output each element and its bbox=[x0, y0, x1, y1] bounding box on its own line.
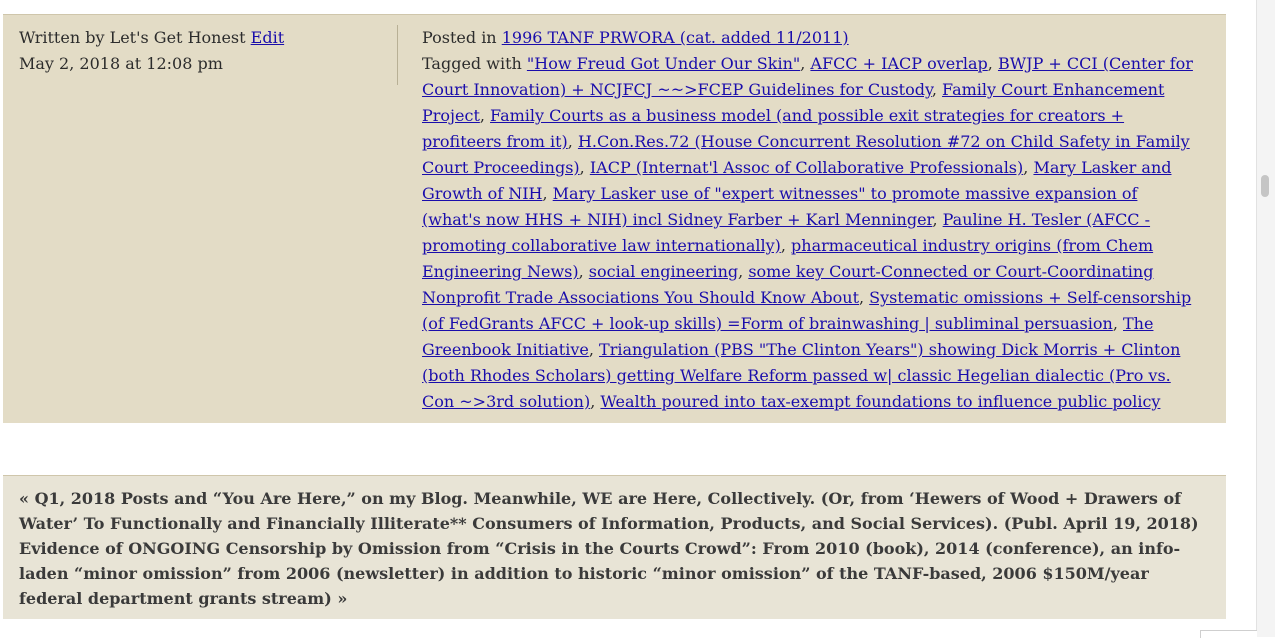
tags-line: Tagged with "How Freud Got Under Our Skin", AFCC + IACP overlap, BWJP + CCI (Center for Court Innovation) + NCJFCJ ~~>FCEP Guidelines for Custody, Family Court Enhancement Project, Family Courts as a business model (and possible exit strategies for creators + profiteers from it), H.Con.Res.72 (House Concurrent Resolution #72 on Child Safety in Family Court Proceedings), IACP (Internat'l Assoc of Collaborative Professionals), Mary Lasker and Growth of NIH, Mary Lasker use of "expert witnesses" to promote massive expansion of (what's now HHS + NIH) incl Sidney Farber + Karl Menninger, Pauline H. Tesler (AFCC - promoting collaborative law internationally), pharmaceutical industry origins (from Chem Engineering News), social engineering, some key Court-Connected or Court-Coordinating Nonprofit Trade Associations You Should Know About, Systematic omissions + Self-censorship (of FedGrants AFCC + look-up skills) =Form of brainwashing | subliminal persuasion, The Greenbook Initiative, Triangulation (PBS "The Clinton Years") showing Dick Morris + Clinton (both Rhodes Scholars) getting Welfare Reform passed w| classic Hegelian dialectic (Pro vs. Con ~>3rd solution), Wealth poured into tax-exempt foundations to influence public policy bbox=[422, 54, 1193, 411]
tag-link[interactable]: pharmaceutical industry origins (from Chem Engineering News) bbox=[422, 236, 1154, 281]
tag-link[interactable]: H.Con.Res.72 (House Concurrent Resolution #72 on Child Safety in Family Court Proceedings) bbox=[422, 132, 1190, 177]
post-meta-box bbox=[3, 14, 1226, 423]
post-taxonomy-block bbox=[422, 25, 1197, 415]
tag-link[interactable]: AFCC + IACP overlap bbox=[810, 54, 988, 73]
tag-link[interactable]: Family Courts as a business model (and possible exit strategies for creators + profiteers from it) bbox=[422, 106, 1125, 151]
tag-link[interactable]: BWJP + CCI (Center for Court Innovation) + NCJFCJ ~~>FCEP Guidelines for Custody bbox=[422, 54, 1193, 99]
previous-post-row bbox=[19, 486, 1214, 536]
tag-link[interactable]: Family Court Enhancement Project bbox=[422, 80, 1165, 125]
tag-link[interactable]: Systematic omissions + Self-censorship (of FedGrants AFCC + look-up skills) =Form of brainwashing | subliminal persuasion bbox=[422, 288, 1192, 333]
post-datetime: May 2, 2018 at 12:08 pm bbox=[19, 54, 223, 73]
tag-link[interactable]: Mary Lasker and Growth of NIH bbox=[422, 158, 1172, 203]
edit-link[interactable]: Edit bbox=[250, 28, 285, 47]
next-post-row bbox=[19, 536, 1214, 611]
tag-link[interactable]: Triangulation (PBS "The Clinton Years") showing Dick Morris + Clinton (both Rhodes Scholars) getting Welfare Reform passed w| classic Hegelian dialectic (Pro vs. Con ~>3rd solution) bbox=[422, 340, 1181, 411]
tagged-with-label: Tagged with bbox=[422, 54, 527, 73]
written-by-label: Written by bbox=[19, 28, 110, 47]
page-scrollbar[interactable] bbox=[1256, 0, 1275, 637]
post-author-block bbox=[19, 25, 389, 77]
post-navigation bbox=[3, 475, 1226, 619]
tag-link[interactable]: Wealth poured into tax-exempt foundations to influence public policy bbox=[600, 392, 1161, 411]
posted-in-line bbox=[422, 25, 1197, 51]
tag-link[interactable]: IACP (Internat'l Assoc of Collaborative Professionals) bbox=[589, 158, 1024, 177]
post-navigation-links bbox=[19, 486, 1214, 611]
tag-link[interactable]: The Greenbook Initiative bbox=[422, 314, 1154, 359]
tag-link[interactable]: some key Court-Connected or Court-Coordinating Nonprofit Trade Associations You Should Know About bbox=[422, 262, 1154, 307]
tag-link[interactable]: Mary Lasker use of "expert witnesses" to promote massive expansion of (what's now HHS + NIH) incl Sidney Farber + Karl Menninger bbox=[422, 184, 1138, 229]
category-link[interactable]: 1996 TANF PRWORA (cat. added 11/2011) bbox=[501, 28, 849, 47]
author-name: Let's Get Honest bbox=[109, 28, 246, 47]
tag-link[interactable]: "How Freud Got Under Our Skin" bbox=[526, 54, 801, 73]
meta-divider bbox=[397, 25, 398, 85]
tag-link[interactable]: Pauline H. Tesler (AFCC - promoting collaborative law internationally) bbox=[422, 210, 1151, 255]
scrollbar-thumb[interactable] bbox=[1261, 175, 1269, 197]
previous-post-link[interactable]: « Q1, 2018 Posts and “You Are Here,” on my Blog. Meanwhile, WE are Here, Collectively. (Or, from ‘Hewers of Wood + Drawers of Water’ To Functionally and Financially Illiterate** Consumers of Information, Products, and Social Services). (Publ. April 19, 2018) bbox=[19, 489, 1199, 533]
tag-link[interactable]: social engineering bbox=[588, 262, 739, 281]
written-by-line bbox=[19, 25, 389, 51]
next-post-link[interactable]: Evidence of ONGOING Censorship by Omission from “Crisis in the Courts Crowd”: From 2010 (book), 2014 (conference), an info-laden “minor omission” from 2006 (newsletter) in addition to historic “minor omission” of the TANF-based, 2006 $150M/year federal department grants stream) » bbox=[19, 539, 1181, 608]
posted-in-label: Posted in bbox=[422, 28, 502, 47]
